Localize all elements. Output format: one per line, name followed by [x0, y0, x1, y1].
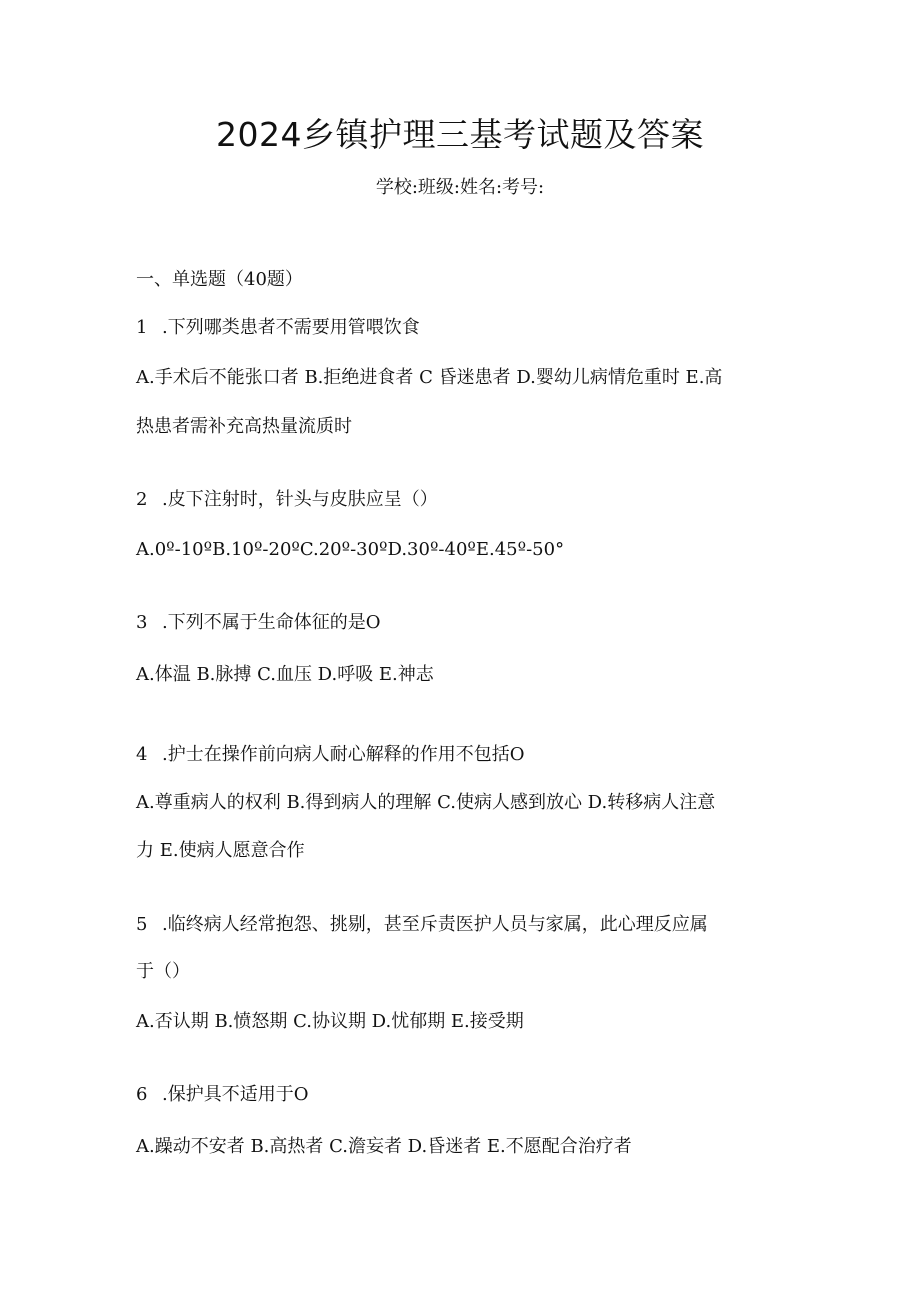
question-number: 6 — [136, 1084, 148, 1105]
question-number: 3 — [136, 612, 148, 633]
question-options: A.0º-10ºB.10º-20ºC.20º-30ºD.30º-40ºE.45º-50° — [136, 539, 565, 560]
question-text: .下列哪类患者不需要用管喂饮食 — [162, 317, 420, 338]
question-options: A.尊重病人的权利 B.得到病人的理解 C.使病人感到放心 D.转移病人注意 — [136, 792, 716, 813]
question-options: A.躁动不安者 B.高热者 C.澹妄者 D.昏迷者 E.不愿配合治疗者 — [136, 1136, 632, 1157]
question-text: .保护具不适用于O — [162, 1084, 309, 1105]
question-stem — [136, 486, 438, 514]
question-options: 力 E.使病人愿意合作 — [136, 840, 305, 861]
question-options: A.手术后不能张口者 B.拒绝进食者 C 昏迷患者 D.婴幼儿病情危重时 E.高 — [136, 367, 723, 388]
question-stem — [136, 1081, 308, 1109]
question-stem — [136, 314, 420, 342]
question-text: .皮下注射时，针头与皮肤应呈（） — [162, 489, 438, 510]
question-stem — [136, 741, 524, 769]
question-options: A.体温 B.脉搏 C.血压 D.呼吸 E.神志 — [136, 664, 434, 685]
question-stem — [136, 609, 380, 637]
question-text: .下列不属于生命体征的是O — [162, 612, 381, 633]
document-title: 2024乡镇护理三基考试题及答案 — [216, 115, 704, 154]
question-stem — [136, 911, 708, 939]
student-info-line: 学校:班级:姓名:考号: — [375, 177, 545, 198]
section-heading: 一、单选题（40题） — [136, 269, 303, 290]
question-text: .临终病人经常抱怨、挑剔，甚至斥责医护人员与家属，此心理反应属 — [162, 914, 708, 935]
question-number: 5 — [136, 914, 148, 935]
question-options: A.否认期 B.愤怒期 C.协议期 D.忧郁期 E.接受期 — [136, 1011, 524, 1032]
question-number: 4 — [136, 744, 148, 765]
question-text: .护士在操作前向病人耐心解释的作用不包括O — [162, 744, 525, 765]
question-number: 2 — [136, 489, 148, 510]
question-options: 热患者需补充高热量流质时 — [136, 416, 352, 437]
question-stem-continued: 于（） — [136, 961, 190, 982]
question-number: 1 — [136, 317, 148, 338]
